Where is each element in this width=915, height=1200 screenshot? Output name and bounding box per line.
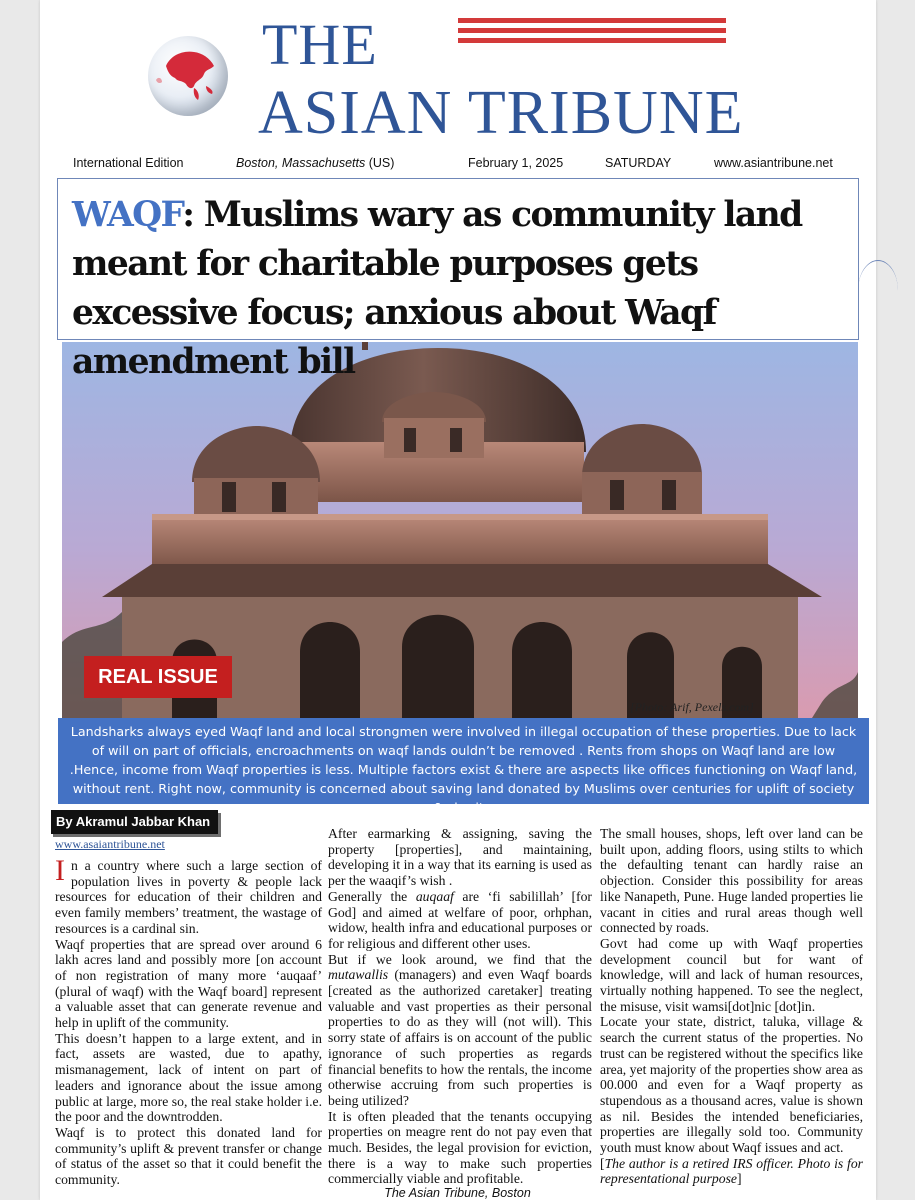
paragraph: Locate your state, district, taluka, village & search the current status of the properties. No trust can be registered without the specifics like area, yet majority of the properties show area as 00.000 and even for a Waqf property as stupendous as a thousand acres, value is shown as nil. Besides the intended beneficiaries, properties are illegally sold too. Community youth must know about Waqf issues and act. bbox=[600, 1014, 863, 1156]
author-byline: By Akramul Jabbar Khan bbox=[51, 810, 218, 834]
masthead-title-line1: THE bbox=[262, 12, 378, 77]
article-column-3 bbox=[600, 826, 863, 1187]
paragraph: It is often pleaded that the tenants occupying properties on meagre rent do not pay even that much. Besides, the legal provision for eviction, there is a way to make such properties commercially viable and profitable. bbox=[328, 1108, 592, 1187]
flag-stripes bbox=[458, 18, 726, 48]
photo-credit: [Photo: Arif, Pexels.com] bbox=[630, 700, 754, 714]
paragraph: The small houses, shops, left over land can be built upon, adding floors, using stilts to which the defaulting tenant can hardly raise an objection. Consider this possibility for areas like Nanapeth, Pune. Huge landed properties lie vacant in cities and rural areas though well connected by roads. bbox=[600, 826, 863, 936]
author-url-link[interactable]: www.asaiantribune.net bbox=[55, 837, 165, 851]
day-label: SATURDAY bbox=[605, 156, 672, 170]
drop-cap: I bbox=[55, 854, 65, 887]
paragraph: Waqf properties that are spread over around 6 lakh acres land and possibly more [on account of non registration of many more ‘auqaaf’ (plural of waqf) with the Waqf board] represent a valuable asset that can generate revenue and help in uplift of the community. bbox=[55, 936, 322, 1031]
footer-label: The Asian Tribune, Boston bbox=[384, 1186, 531, 1200]
real-issue-tag: REAL ISSUE bbox=[84, 656, 232, 698]
paragraph: But if we look around, we find that the mutawallis (managers) and even Waqf boards [created as the authorized caretaker] treating valuable and vast properties as their personal properties to do as they will (not will). This sorry state of affairs is on account of the public ignorance of such properties as regards financial benefits to how the rentals, the income otherwise accruing from such properties is being utilized? bbox=[328, 951, 592, 1108]
paragraph: After earmarking & assigning, saving the property [properties], and maintaining, developing it in a way that its earning is used as per the waaqif’s wish . bbox=[328, 826, 592, 889]
summary-box: Landsharks always eyed Waqf land and local strongmen were involved in illegal occupation of these properties. Due to lack of will on part of officials, encroachments on waqf lands ouldn’t be removed . Rents from shops on Waqf land are low .Hence, income from Waqf properties is less. Multiple factors exist & there are aspects like offices functioning on Waqf land, without rent. Right now, community is concerned about saving land donated by Muslims over centuries for uplift of society & charity. bbox=[58, 718, 869, 804]
decorative-arc bbox=[858, 260, 898, 321]
paragraph: In a country where such a large section of population lives in poverty & people lack resources for education of their children and even family members’ treatment, the wastage of resources is a cardinal sin. bbox=[55, 854, 322, 936]
globe-logo bbox=[148, 36, 228, 116]
location-label: Boston, Massachusetts (US) bbox=[236, 156, 395, 170]
headline-keyword: WAQF bbox=[72, 195, 183, 235]
paragraph: This doesn’t happen to a large extent, and in fact, assets are wasted, due to apathy, mismanagement, lack of intent on part of leaders and ignorance about the issue among public at large, more so, the real stake holder i.e. the poor and the downtrodden. bbox=[55, 1030, 322, 1125]
paragraph: Govt had come up with Waqf properties development council but for want of knowledge, will and lack of human resources, virtually nothing happened. To see the neglect, the misuse, visit wamsi[dot]nic [dot]in. bbox=[600, 935, 863, 1014]
date-label: February 1, 2025 bbox=[468, 156, 564, 170]
paragraph: Generally the auqaaf are ‘fi sabilillah’ [for God] and aimed at welfare of poor, orhphan, widow, health infra and educational purposes or for religious and different other uses. bbox=[328, 888, 592, 951]
masthead-title-line2: ASIAN TRIBUNE bbox=[258, 79, 744, 147]
headline-text: : Muslims wary as community land meant for charitable purposes gets excessive focus; anxious about Waqf amendment bill bbox=[72, 195, 802, 382]
paragraph: Waqf is to protect this donated land for community’s uplift & prevent transfer or change of status of the asset so that it could benefit the community. bbox=[55, 1124, 322, 1188]
website-label: www.asiantribune.net bbox=[714, 156, 833, 170]
headline bbox=[72, 191, 852, 387]
article-column-2 bbox=[328, 826, 592, 1187]
headline-box bbox=[57, 178, 859, 382]
article-column-1 bbox=[55, 854, 322, 1188]
author-note: [The author is a retired IRS officer. Photo is for representational purpose] bbox=[600, 1155, 863, 1187]
edition-label: International Edition bbox=[73, 156, 184, 170]
